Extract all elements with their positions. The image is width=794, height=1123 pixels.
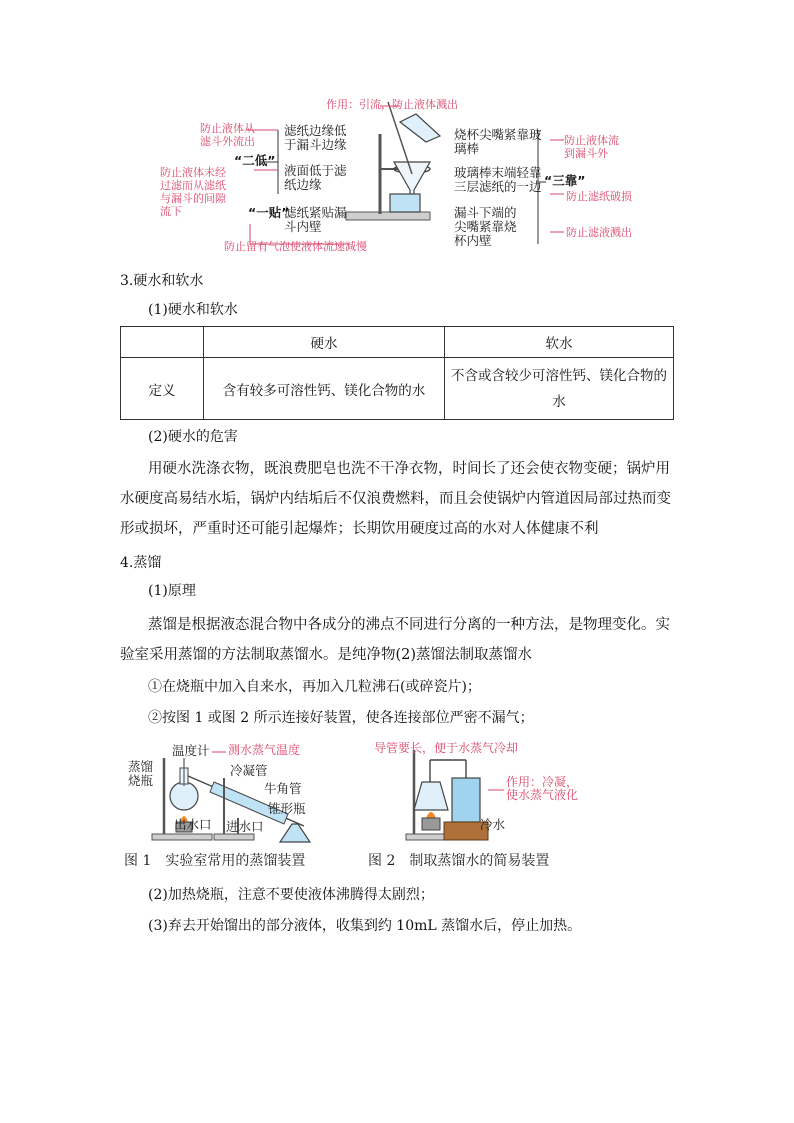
table-header-empty — [121, 327, 204, 358]
distillation-figure — [118, 738, 610, 872]
stick-rule: 滤纸紧贴漏 斗内壁 — [284, 205, 347, 234]
step-1: ①在烧瓶中加入自来水，再加入几粒沸石(或碎瓷片)； — [148, 679, 481, 695]
adapter-label: 牛角管 — [264, 781, 302, 796]
hard-water-harm-paragraph: 用硬水洗涤衣物，既浪费肥皂也洗不干净衣物，时间长了还会使衣物变硬；锅炉用水硬度高易结水垢，锅炉内结垢后不仅浪费燃料，而且会使锅炉内管道因局部过热而变形或损坏，严重时还可能引起爆炸；长期饮用硬度过高的水对人体健康不利 — [120, 461, 671, 537]
note-paper-break: 防止滤纸破损 — [566, 190, 632, 203]
water-in-label: 进水口 — [226, 819, 264, 834]
table-row-label: 定义 — [121, 358, 204, 420]
lean-rule-1: 烧杯尖嘴紧靠玻 璃棒 — [454, 127, 542, 156]
section-3-sub2: (2)硬水的危害 — [148, 429, 238, 445]
two-low-label: “二低” — [234, 153, 276, 168]
table-header-hard: 硬水 — [204, 327, 445, 358]
table-header-soft: 软水 — [445, 327, 674, 358]
step-3: (2)加热烧瓶，注意不要使液体沸腾得太剧烈； — [148, 887, 434, 903]
thermometer-note: 测水蒸气温度 — [228, 743, 301, 757]
flask-label: 蒸馏 烧瓶 — [128, 759, 154, 788]
one-stick-label: “一贴” — [248, 205, 290, 220]
thermometer-label: 温度计 — [172, 743, 210, 758]
table-row — [121, 358, 674, 420]
effect-note: 作用：冷凝， 使水蒸气液化 — [506, 775, 579, 802]
low-rule-1: 滤纸边缘低 于漏斗边缘 — [284, 123, 347, 152]
tube-note: 导管要长，便于水蒸气冷却 — [374, 741, 519, 755]
water-out-label: 出水口 — [174, 817, 212, 832]
condenser-label: 冷凝管 — [230, 763, 268, 778]
note-splash: 防止滤液溅出 — [566, 226, 632, 239]
figure-1-caption: 图 1 实验室常用的蒸馏装置 — [124, 853, 306, 869]
hard-soft-water-table — [120, 326, 674, 420]
step-4: (3)弃去开始馏出的部分液体，收集到约 10mL 蒸馏水后，停止加热。 — [148, 918, 582, 934]
section-3-heading: 3.硬水和软水 — [120, 273, 204, 289]
table-cell-soft: 不含或含较少可溶性钙、镁化合物的水 — [445, 358, 674, 420]
section-4-heading: 4.蒸馏 — [120, 555, 162, 571]
erlenmeyer-label: 锥形瓶 — [268, 801, 306, 816]
section-4-sub1: (1)原理 — [148, 583, 196, 599]
top-note: 作用：引流，防止液体溅出 — [326, 98, 458, 111]
section-3-sub1: (1)硬水和软水 — [148, 302, 238, 318]
table-header-row — [121, 327, 674, 358]
table-cell-hard: 含有较多可溶性钙、镁化合物的水 — [204, 358, 445, 420]
filtration-figure — [150, 94, 650, 262]
principle-paragraph: 蒸馏是根据液态混合物中各成分的沸点不同进行分离的一种方法，是物理变化。实验室采用蒸馏的方法制取蒸馏水。是纯净物(2)蒸馏法制取蒸馏水 — [120, 617, 670, 663]
lean-rule-2: 玻璃棒末端轻靠 三层滤纸的一边 — [454, 165, 542, 194]
note-overflow: 防止液体从 滤斗外流出 — [200, 122, 255, 148]
note-unfiltered: 防止液体未经 过滤而从滤纸 与漏斗的间隙 流下 — [160, 166, 226, 218]
note-flow-out: 防止液体流 到漏斗外 — [564, 134, 619, 160]
three-lean-label: “三靠” — [544, 173, 586, 188]
lean-rule-3: 漏斗下端的 尖嘴紧靠烧 杯内壁 — [454, 205, 517, 248]
step-2: ②按图 1 或图 2 所示连接好装置，使各连接部位严密不漏气； — [148, 710, 534, 726]
low-rule-2: 液面低于滤 纸边缘 — [284, 163, 347, 192]
figure-2-caption: 图 2 制取蒸馏水的简易装置 — [368, 853, 550, 869]
cold-water-label: 冷水 — [480, 817, 506, 832]
note-bubble: 防止留有气泡使液体流速减慢 — [224, 240, 367, 253]
